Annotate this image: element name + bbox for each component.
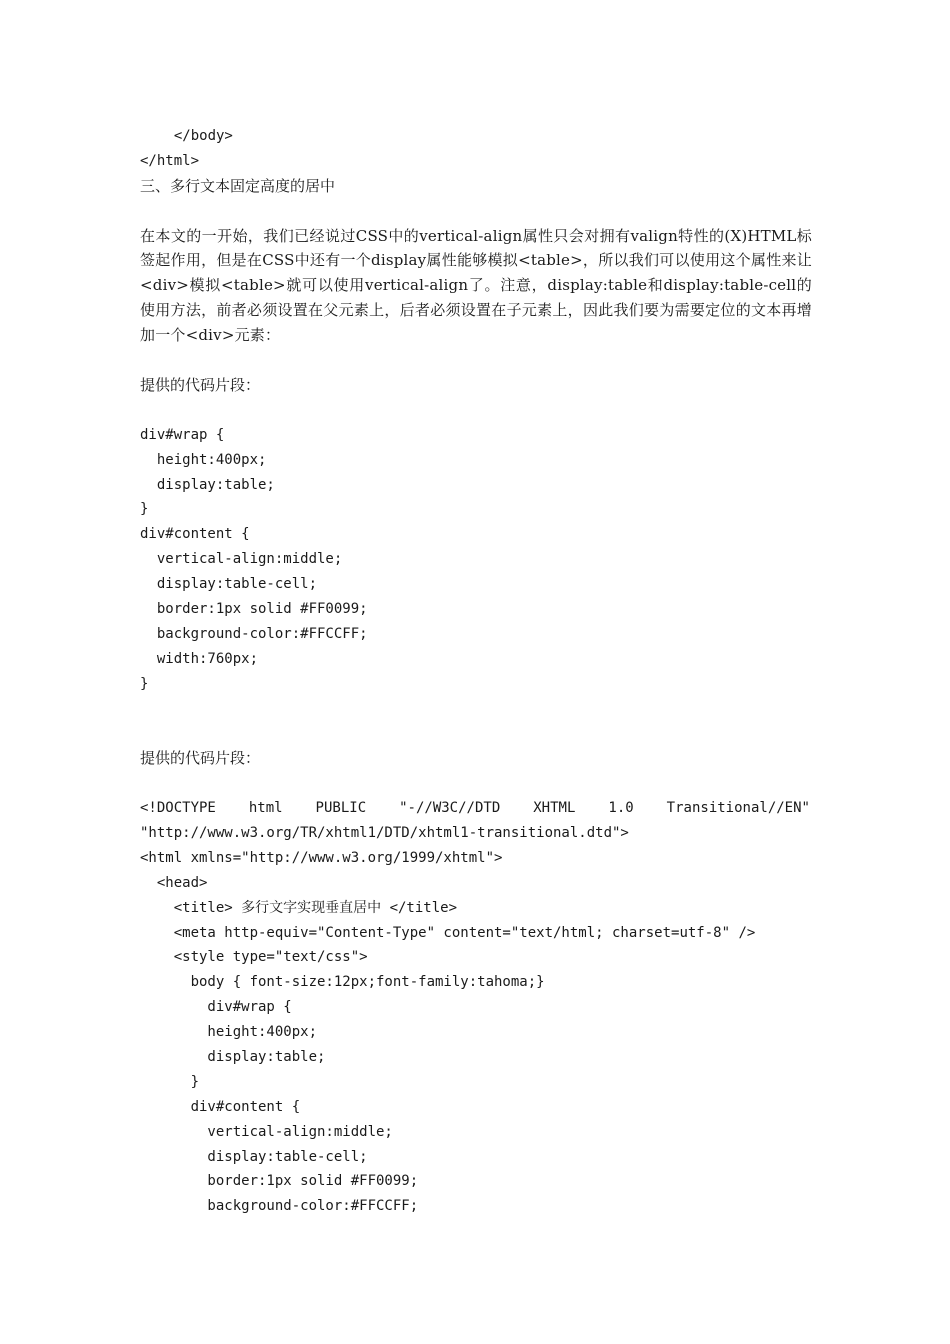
spacer bbox=[140, 398, 812, 423]
document-page bbox=[140, 124, 812, 1219]
code-line: <meta http-equiv="Content-Type" content="text/html; charset=utf-8" /> bbox=[140, 924, 756, 941]
body-paragraph: 在本文的一开始，我们已经说过CSS中的vertical-align属性只会对拥有valign特性的(X)HTML标签起作用，但是在CSS中还有一个display属性能够模拟<table>，所以我们可以使用这个属性来让<div>模拟<table>就可以使用vertical-align了。注意，display:table和display:table-cell的使用方法，前者必须设置在父元素上，后者必须设置在子元素上，因此我们要为需要定位的文本再增加一个<div>元素： bbox=[140, 226, 812, 345]
spacer bbox=[140, 199, 812, 224]
doctype-line bbox=[140, 796, 810, 821]
doctype-token: XHTML bbox=[533, 800, 576, 817]
doctype-token: "-//W3C//DTD bbox=[399, 800, 501, 817]
spacer bbox=[140, 721, 812, 746]
code-line: vertical-align:middle; bbox=[140, 1123, 393, 1140]
snippet-label: 提供的代码片段： bbox=[140, 375, 261, 394]
code-line: div#content { bbox=[140, 526, 250, 543]
code-line: height:400px; bbox=[140, 451, 267, 468]
spacer bbox=[140, 348, 812, 373]
html-code-block bbox=[140, 796, 812, 1219]
code-line: } bbox=[140, 675, 149, 692]
code-line: border:1px solid #FF0099; bbox=[140, 1173, 419, 1190]
snippet-label: 提供的代码片段： bbox=[140, 749, 261, 768]
code-line-html-close: </html> bbox=[140, 152, 200, 169]
code-line: display:table; bbox=[140, 1049, 326, 1066]
spacer bbox=[140, 697, 812, 722]
code-line: width:760px; bbox=[140, 650, 259, 667]
code-line-body-close: </body> bbox=[157, 128, 233, 144]
code-line: } bbox=[140, 501, 149, 518]
code-line: div#wrap { bbox=[140, 426, 225, 443]
code-line: display:table-cell; bbox=[140, 1148, 368, 1165]
code-line: "http://www.w3.org/TR/xhtml1/DTD/xhtml1-transitional.dtd"> bbox=[140, 825, 629, 842]
doctype-token: PUBLIC bbox=[315, 800, 367, 817]
section-heading: 三、多行文本固定高度的居中 bbox=[140, 176, 336, 195]
spacer bbox=[140, 771, 812, 796]
code-line: } bbox=[140, 1073, 200, 1090]
code-line: background-color:#FFCCFF; bbox=[140, 625, 368, 642]
code-line: <style type="text/css"> bbox=[140, 949, 368, 966]
doctype-token: 1.0 bbox=[608, 800, 634, 817]
code-line: <html xmlns="http://www.w3.org/1999/xhtml"> bbox=[140, 849, 503, 866]
doctype-token: <!DOCTYPE bbox=[140, 800, 216, 817]
css-code-block bbox=[140, 423, 812, 697]
code-line: vertical-align:middle; bbox=[140, 551, 343, 568]
code-line: border:1px solid #FF0099; bbox=[140, 601, 368, 617]
code-line: <title> 多行文字实现垂直居中 </title> bbox=[140, 899, 458, 916]
code-line: height:400px; bbox=[140, 1024, 318, 1041]
code-line: display:table-cell; bbox=[140, 576, 318, 593]
code-line: body { font-size:12px;font-family:tahoma;} bbox=[140, 974, 545, 991]
doctype-token: Transitional//EN" bbox=[666, 800, 810, 817]
code-line: div#wrap { bbox=[140, 999, 292, 1016]
code-line: display:table; bbox=[140, 476, 275, 493]
code-line: <head> bbox=[140, 874, 208, 891]
code-line: background-color:#FFCCFF; bbox=[140, 1198, 419, 1215]
doctype-token: html bbox=[248, 800, 283, 817]
code-line: div#content { bbox=[140, 1098, 301, 1115]
